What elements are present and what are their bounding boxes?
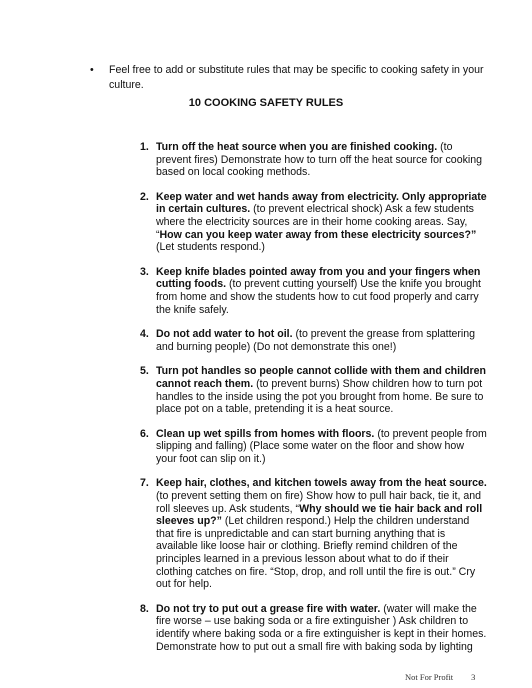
rule-heading: Keep hair, clothes, and kitchen towels away from the heat source. — [156, 477, 487, 490]
rule-item-1 — [142, 141, 487, 179]
rule-number: 7. — [140, 477, 149, 490]
page-footer — [405, 672, 475, 682]
rule-body-end: (Let students respond.) — [156, 241, 265, 254]
page-title: 10 COOKING SAFETY RULES — [188, 97, 344, 109]
rule-item-2 — [142, 191, 487, 254]
rule-item-4 — [142, 328, 487, 353]
rule-body: (to prevent electrical shock) Ask a few students where the electricity sources are in their home cooking areas. Say, “ — [156, 203, 474, 241]
rule-heading: Do not try to put out a grease fire with water. — [156, 602, 381, 615]
rule-question: Why should we tie hair back and roll sleeves up?” — [156, 502, 483, 528]
rule-body: (to prevent burns) Show children how to turn pot handles to the inside using the pot you brought from home. Be sure to place pot on a table, pretending it is a heat source. — [156, 377, 484, 416]
intro-text: Feel free to add or substitute rules that may be specific to cooking safety in your culture. — [109, 64, 484, 91]
rule-body: (to prevent people from slipping and falling) (Place some water on the floor and show how your foot can slip on it.) — [156, 427, 487, 465]
rule-number: 8. — [140, 602, 149, 615]
rule-number: 4. — [140, 328, 149, 341]
rule-question: How can you keep water away from these electricity sources?” — [159, 228, 477, 241]
rule-number: 6. — [140, 427, 149, 440]
rules-list — [142, 141, 487, 653]
rule-body: (to prevent fires) Demonstrate how to turn off the heat source for cooking based on local cooking methods. — [156, 141, 483, 179]
intro-bullet — [92, 63, 492, 93]
rule-body: (to prevent cutting yourself) Use the knife you brought from home and show the students how to cut food properly and carry the knife safely. — [156, 278, 482, 316]
rule-heading: Do not add water to hot oil. — [156, 328, 293, 341]
rule-number: 5. — [140, 365, 149, 378]
rule-heading: Keep water and wet hands away from electricity. Only appropriate in certain cultures. — [156, 190, 487, 216]
rule-body: (to prevent the grease from splattering and burning people) (Do not demonstrate this one!) — [156, 328, 476, 353]
rule-item-6 — [142, 428, 487, 466]
rule-heading: Clean up wet spills from homes with floors. — [156, 427, 375, 440]
page-number: 3 — [471, 672, 476, 682]
rule-heading: Keep knife blades pointed away from you and your fingers when cutting foods. — [156, 265, 481, 291]
rule-item-8 — [142, 603, 487, 653]
rule-heading: Turn pot handles so people cannot collide with them and children cannot reach them. — [156, 365, 486, 390]
rule-item-5 — [142, 365, 487, 415]
footer-text: Not For Profit — [405, 672, 454, 682]
rule-heading: Turn off the heat source when you are finished cooking. — [156, 141, 438, 153]
rule-number: 3. — [140, 265, 149, 278]
bullet-marker: • — [90, 64, 94, 76]
rule-body: (to prevent setting them on fire) Show how to pull hair back, tie it, and roll sleeves up. Ask students, “ — [156, 490, 482, 515]
rule-body: (water will make the fire worse – use baking soda or a fire extinguisher ) Ask children to identify where baking soda or a fire extinguisher is kept in their homes. Demonstrate how to put out a small fire with baking soda by lighting — [156, 602, 487, 653]
rule-item-7 — [142, 477, 487, 590]
rule-item-3 — [142, 266, 487, 316]
rule-number: 2. — [140, 190, 149, 203]
rule-number: 1. — [140, 141, 149, 153]
rule-body-end: (Let children respond.) Help the children understand that fire is unpredictable and can start burning anything that is available like loose hair or clothing. Briefly remind children of the principles learned in a previous lesson about what to do if their clothing catches on fire. “Stop, drop, and roll until the fire is out.” Cry out for help. — [156, 515, 476, 591]
